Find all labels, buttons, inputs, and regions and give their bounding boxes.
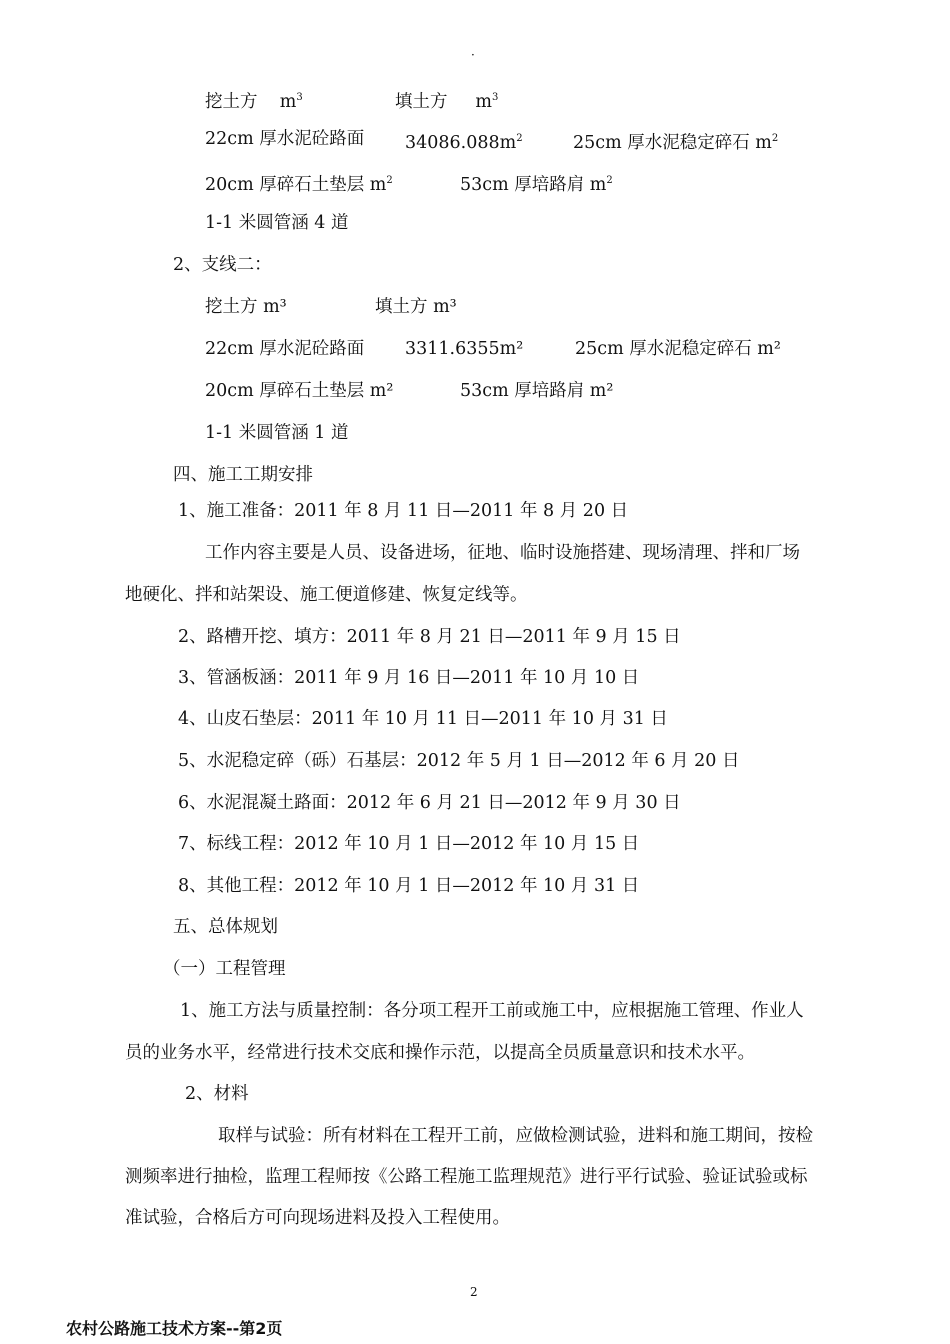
culvert-branch2: 1-1 米圆管涵 1 道 bbox=[205, 423, 349, 443]
pavement-22cm-branch2: 22cm 厚水泥砼路面 bbox=[205, 339, 365, 359]
page-footer: 农村公路施工技术方案--第2页 bbox=[66, 1319, 283, 1338]
schedule-item-4: 4、山皮石垫层：2011 年 10 月 11 日—2011 年 10 月 31 日 bbox=[178, 709, 668, 729]
pavement-22cm-main: 22cm 厚水泥砼路面 bbox=[205, 129, 365, 149]
shoulder-53cm-branch2: 53cm 厚培路肩 m² bbox=[460, 381, 614, 401]
shoulder-53cm-main: 53cm 厚培路肩 $m^2$ bbox=[460, 174, 613, 195]
fill-earth-branch2: 填土方 m³ bbox=[375, 297, 457, 317]
section5-sub1: （一）工程管理 bbox=[163, 959, 286, 979]
fill-earth-main: 填土方 $m^3$ bbox=[395, 91, 499, 112]
section5-p2-line1: 取样与试验：所有材料在工程开工前，应做检测试验，进料和施工期间，按检 bbox=[218, 1126, 813, 1146]
schedule-item-1-desc-line1: 工作内容主要是人员、设备进场，征地、临时设施搭建、现场清理、拌和厂场 bbox=[205, 543, 800, 563]
schedule-item-1: 1、施工准备：2011 年 8 月 11 日—2011 年 8 月 20 日 bbox=[178, 501, 629, 521]
section5-p2-line3: 准试验，合格后方可向现场进料及投入工程使用。 bbox=[125, 1208, 510, 1228]
section5-heading: 五、总体规划 bbox=[173, 917, 278, 937]
section5-p2-heading: 2、材料 bbox=[185, 1084, 249, 1104]
base-25cm-branch2: 25cm 厚水泥稳定碎石 m² bbox=[575, 339, 781, 359]
pavement-22cm-value-main: $34086.088m^2$ bbox=[405, 132, 523, 153]
schedule-item-7: 7、标线工程：2012 年 10 月 1 日—2012 年 10 月 15 日 bbox=[178, 834, 640, 854]
schedule-item-1-desc-line2: 地硬化、拌和站架设、施工便道修建、恢复定线等。 bbox=[125, 585, 528, 605]
pavement-22cm-value-branch2: 3311.6355m² bbox=[405, 339, 524, 359]
header-mark: · bbox=[471, 48, 475, 62]
schedule-item-5: 5、水泥稳定碎（砾）石基层：2012 年 5 月 1 日—2012 年 6 月 20 日 bbox=[178, 751, 740, 771]
schedule-item-6: 6、水泥混凝土路面：2012 年 6 月 21 日—2012 年 9 月 30 日 bbox=[178, 793, 681, 813]
schedule-item-8: 8、其他工程：2012 年 10 月 1 日—2012 年 10 月 31 日 bbox=[178, 876, 640, 896]
section5-p1-line2: 员的业务水平，经常进行技术交底和操作示范，以提高全员质量意识和技术水平。 bbox=[125, 1043, 755, 1063]
base-25cm-main: 25cm 厚水泥稳定碎石 $m^2$ bbox=[573, 132, 779, 153]
subbase-20cm-main: 20cm 厚碎石土垫层 $m^2$ bbox=[205, 174, 393, 195]
section4-heading: 四、施工工期安排 bbox=[173, 465, 313, 485]
culvert-main: 1-1 米圆管涵 4 道 bbox=[205, 213, 349, 233]
cut-earth-main: 挖土方 $m^3$ bbox=[205, 91, 303, 112]
cut-earth-branch2: 挖土方 m³ bbox=[205, 297, 287, 317]
subbase-20cm-branch2: 20cm 厚碎石土垫层 m² bbox=[205, 381, 394, 401]
schedule-item-2: 2、路槽开挖、填方：2011 年 8 月 21 日—2011 年 9 月 15 日 bbox=[178, 627, 681, 647]
branch2-heading: 2、支线二： bbox=[173, 255, 272, 275]
page-number: 2 bbox=[470, 1285, 478, 1299]
section5-p2-line2: 测频率进行抽检，监理工程师按《公路工程施工监理规范》进行平行试验、验证试验或标 bbox=[125, 1167, 808, 1187]
schedule-item-3: 3、管涵板涵：2011 年 9 月 16 日—2011 年 10 月 10 日 bbox=[178, 668, 640, 688]
section5-p1-line1: 1、施工方法与质量控制：各分项工程开工前或施工中，应根据施工管理、作业人 bbox=[180, 1001, 804, 1021]
